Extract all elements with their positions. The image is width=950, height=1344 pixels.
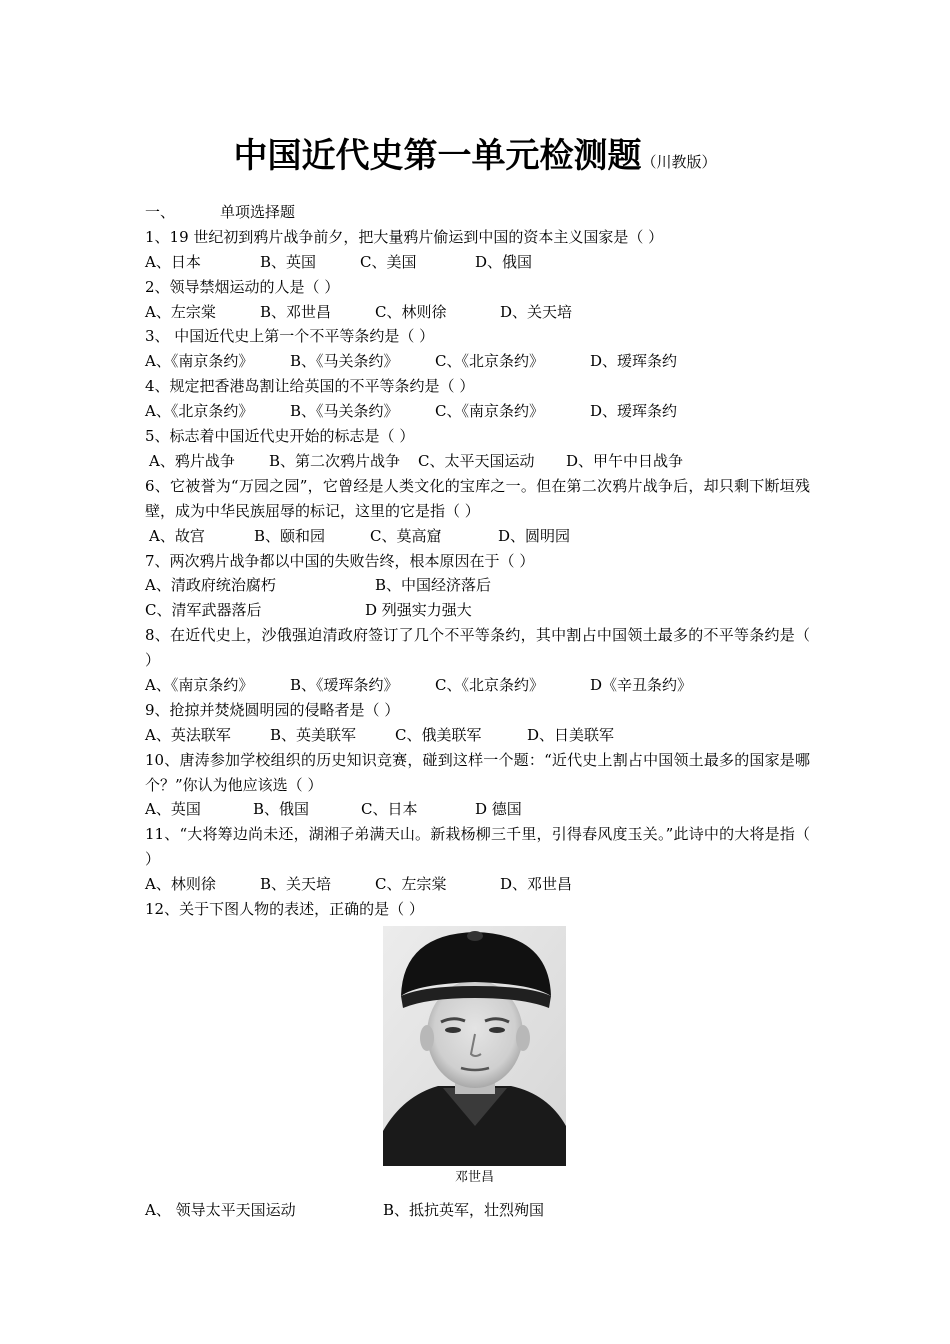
portrait-figure (145, 926, 810, 1198)
option-a: A、鸦片战争 (149, 451, 235, 470)
question-3-options (145, 349, 810, 374)
option-a: A、日本 (145, 252, 201, 271)
option-c: C、美国 (360, 252, 417, 271)
question-8-options (145, 673, 810, 698)
option-b: B、颐和园 (254, 526, 326, 545)
option-a: A、故宫 (149, 526, 205, 545)
question-11-options (145, 872, 810, 897)
question-4-options (145, 399, 810, 424)
option-b: B、《瑷珲条约》 (290, 675, 399, 694)
option-c: C、《北京条约》 (435, 675, 544, 694)
document-title (0, 128, 950, 177)
option-a: A、左宗棠 (145, 302, 216, 321)
question-5-options (145, 449, 810, 474)
option-c: C、林则徐 (375, 302, 447, 321)
question-10-stem: 10、唐涛参加学校组织的历史知识竞赛，碰到这样一个题：“近代史上割占中国领土最多的国家是哪个？”你认为他应该选（ ） (145, 750, 810, 794)
option-a: A、《南京条约》 (145, 352, 254, 371)
question-12-stem: 12、关于下图人物的表述，正确的是（ ） (145, 900, 424, 919)
question-2-options (145, 300, 810, 325)
option-c: C、日本 (361, 800, 418, 819)
portrait-photo (383, 926, 566, 1166)
option-d: D、圆明园 (498, 526, 571, 545)
question-2-stem: 2、领导禁烟运动的人是（ ） (145, 277, 340, 296)
option-d: D《辛丑条约》 (590, 675, 693, 694)
option-a: A、英法联军 (145, 725, 231, 744)
option-b: B、《马关条约》 (290, 402, 399, 421)
section-heading (145, 200, 810, 225)
option-a: A、《北京条约》 (145, 402, 254, 421)
option-b: B、俄国 (253, 800, 310, 819)
portrait-caption: 邓世昌 (454, 1169, 494, 1185)
option-d: D、俄国 (475, 252, 533, 271)
question-1-options (145, 250, 810, 275)
option-b: B、抵抗英军，壮烈殉国 (383, 1200, 545, 1219)
question-4-stem: 4、规定把香港岛割让给英国的不平等条约是（ ） (145, 377, 475, 396)
question-7-stem: 7、两次鸦片战争都以中国的失败告终，根本原因在于（ ） (145, 551, 535, 570)
question-8-stem: 8、在近代史上，沙俄强迫清政府签订了几个不平等条约，其中割占中国领土最多的不平等条约是（ ） (145, 626, 810, 670)
option-c: C、俄美联军 (395, 725, 482, 744)
option-a: A、清政府统治腐朽 (145, 576, 276, 595)
option-a: A、林则徐 (145, 875, 216, 894)
question-11-stem: 11、“大将筹边尚未还，湖湘子弟满天山。新栽杨柳三千里，引得春风度玉关。”此诗中的大将是指（ ） (145, 825, 810, 869)
question-3-stem: 3、 中国近代史上第一个不平等条约是（ ） (145, 327, 435, 346)
question-10-options (145, 797, 810, 822)
option-a: A、英国 (145, 800, 201, 819)
question-6-options (145, 524, 810, 549)
option-c: C、《南京条约》 (435, 402, 544, 421)
question-6-stem: 6、它被誉为“万园之园”，它曾经是人类文化的宝库之一。但在第二次鸦片战争后，却只剩下断垣残壁，成为中华民族屈辱的标记，这里的它是指（ ） (145, 476, 810, 520)
section-name: 单项选择题 (220, 203, 296, 221)
option-c: C、莫高窟 (370, 526, 442, 545)
option-b: B、英美联军 (270, 725, 357, 744)
option-d: D、日美联军 (527, 725, 615, 744)
option-d: D、甲午中日战争 (566, 451, 684, 470)
option-a: A、《南京条约》 (145, 675, 254, 694)
option-b: B、邓世昌 (260, 302, 332, 321)
option-c: C、左宗棠 (375, 875, 447, 894)
title-main: 中国近代史第一单元检测题 (233, 136, 642, 176)
option-c: C、《北京条约》 (435, 352, 544, 371)
option-c: C、太平天国运动 (418, 451, 535, 470)
section-number: 一、 (145, 203, 176, 221)
option-b: B、中国经济落后 (375, 576, 492, 595)
question-9-stem: 9、抢掠并焚烧圆明园的侵略者是（ ） (145, 700, 400, 719)
option-b: B、《马关条约》 (290, 352, 399, 371)
title-sub: （川教版） (641, 153, 717, 171)
option-b: B、关天培 (260, 875, 332, 894)
option-d: D、邓世昌 (500, 875, 573, 894)
question-7-option-row-1 (145, 573, 810, 598)
question-9-options (145, 723, 810, 748)
option-c: C、清军武器落后 (145, 601, 262, 620)
option-d: D、瑷珲条约 (590, 402, 678, 421)
question-5-stem: 5、标志着中国近代史开始的标志是（ ） (145, 427, 415, 446)
question-list (145, 200, 810, 1223)
option-d: D 列强实力强大 (365, 601, 472, 620)
option-a: A、 领导太平天国运动 (145, 1200, 296, 1219)
option-d: D、关天培 (500, 302, 573, 321)
option-b: B、英国 (260, 252, 317, 271)
question-1-stem: 1、19 世纪初到鸦片战争前夕，把大量鸦片偷运到中国的资本主义国家是（ ） (145, 227, 664, 246)
question-12-options (145, 1198, 810, 1223)
option-d: D、瑷珲条约 (590, 352, 678, 371)
option-b: B、第二次鸦片战争 (269, 451, 401, 470)
option-d: D 德国 (475, 800, 522, 819)
question-7-option-row-2 (145, 598, 810, 623)
